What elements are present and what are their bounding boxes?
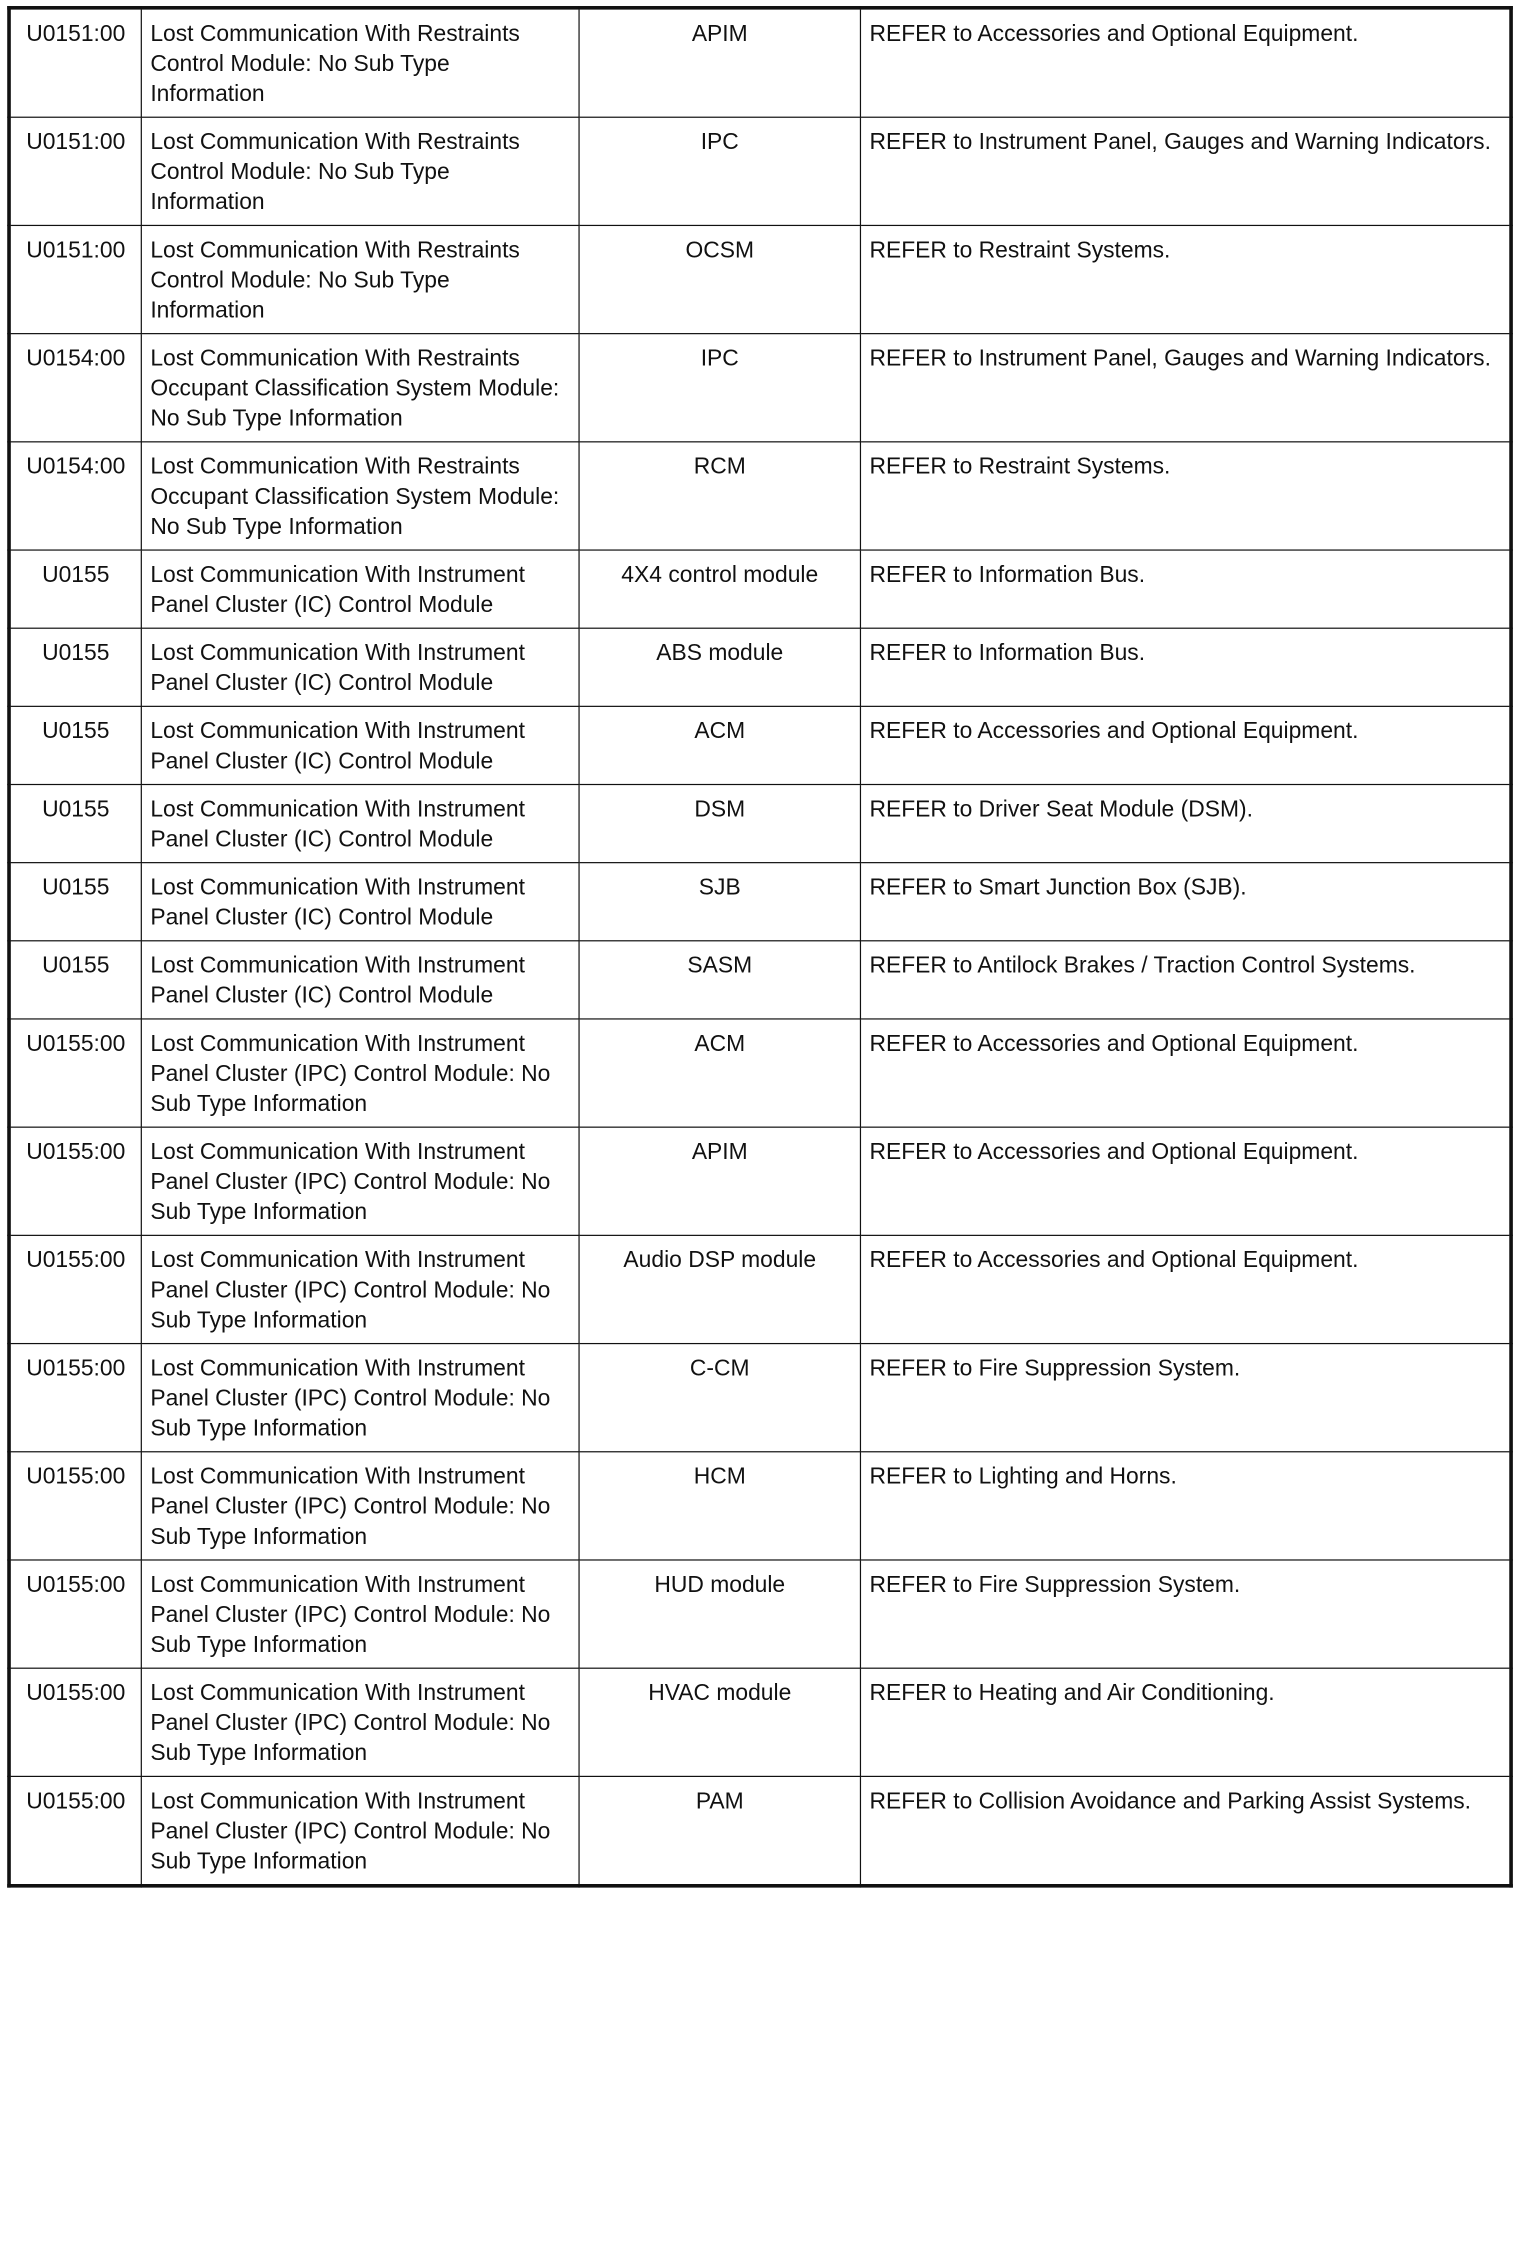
table-row — [9, 863, 1511, 941]
table-row — [9, 225, 1511, 333]
table-row — [9, 1344, 1511, 1452]
table-row — [9, 1560, 1511, 1668]
table-row — [9, 1235, 1511, 1343]
action: REFER to Information Bus. — [860, 550, 1511, 628]
dtc-description: Lost Communication With Instrument Panel Cluster (IC) Control Module — [141, 550, 579, 628]
dtc-description: Lost Communication With Instrument Panel Cluster (IC) Control Module — [141, 706, 579, 784]
dtc-description: Lost Communication With Restraints Control Module: No Sub Type Information — [141, 117, 579, 225]
module-name: 4X4 control module — [579, 550, 860, 628]
module-name: Audio DSP module — [579, 1235, 860, 1343]
action: REFER to Information Bus. — [860, 628, 1511, 706]
table-row — [9, 785, 1511, 863]
module-name: HVAC module — [579, 1668, 860, 1776]
action: REFER to Restraint Systems. — [860, 225, 1511, 333]
table-row — [9, 8, 1511, 117]
action: REFER to Accessories and Optional Equipment. — [860, 1019, 1511, 1127]
dtc-table — [7, 6, 1513, 1888]
dtc-description: Lost Communication With Instrument Panel Cluster (IC) Control Module — [141, 863, 579, 941]
dtc-code: U0151:00 — [9, 225, 141, 333]
dtc-description: Lost Communication With Instrument Panel Cluster (IC) Control Module — [141, 785, 579, 863]
dtc-code: U0154:00 — [9, 442, 141, 550]
module-name: C-CM — [579, 1344, 860, 1452]
table-row — [9, 706, 1511, 784]
dtc-code: U0155:00 — [9, 1668, 141, 1776]
module-name: IPC — [579, 334, 860, 442]
module-name: IPC — [579, 117, 860, 225]
action: REFER to Driver Seat Module (DSM). — [860, 785, 1511, 863]
action: REFER to Instrument Panel, Gauges and Warning Indicators. — [860, 117, 1511, 225]
module-name: RCM — [579, 442, 860, 550]
dtc-code: U0155:00 — [9, 1560, 141, 1668]
dtc-description: Lost Communication With Instrument Panel Cluster (IC) Control Module — [141, 628, 579, 706]
module-name: ABS module — [579, 628, 860, 706]
module-name: PAM — [579, 1776, 860, 1885]
dtc-code: U0155:00 — [9, 1452, 141, 1560]
dtc-description: Lost Communication With Restraints Control Module: No Sub Type Information — [141, 8, 579, 117]
dtc-description: Lost Communication With Instrument Panel Cluster (IPC) Control Module: No Sub Type Information — [141, 1235, 579, 1343]
action: REFER to Lighting and Horns. — [860, 1452, 1511, 1560]
dtc-code: U0155:00 — [9, 1235, 141, 1343]
table-row — [9, 1127, 1511, 1235]
module-name: HCM — [579, 1452, 860, 1560]
dtc-code: U0155 — [9, 941, 141, 1019]
table-row — [9, 117, 1511, 225]
dtc-description: Lost Communication With Instrument Panel Cluster (IPC) Control Module: No Sub Type Information — [141, 1452, 579, 1560]
module-name: OCSM — [579, 225, 860, 333]
table-row — [9, 1668, 1511, 1776]
action: REFER to Smart Junction Box (SJB). — [860, 863, 1511, 941]
action: REFER to Fire Suppression System. — [860, 1560, 1511, 1668]
action: REFER to Accessories and Optional Equipment. — [860, 1235, 1511, 1343]
action: REFER to Accessories and Optional Equipment. — [860, 1127, 1511, 1235]
dtc-description: Lost Communication With Restraints Control Module: No Sub Type Information — [141, 225, 579, 333]
dtc-code: U0155:00 — [9, 1127, 141, 1235]
module-name: APIM — [579, 1127, 860, 1235]
dtc-code: U0155 — [9, 785, 141, 863]
action: REFER to Collision Avoidance and Parking Assist Systems. — [860, 1776, 1511, 1885]
dtc-description: Lost Communication With Instrument Panel Cluster (IPC) Control Module: No Sub Type Information — [141, 1019, 579, 1127]
dtc-description: Lost Communication With Instrument Panel Cluster (IPC) Control Module: No Sub Type Information — [141, 1127, 579, 1235]
module-name: ACM — [579, 706, 860, 784]
dtc-code: U0155 — [9, 863, 141, 941]
dtc-description: Lost Communication With Instrument Panel Cluster (IPC) Control Module: No Sub Type Information — [141, 1560, 579, 1668]
module-name: APIM — [579, 8, 860, 117]
dtc-table-body — [9, 8, 1511, 1886]
dtc-code: U0151:00 — [9, 8, 141, 117]
table-row — [9, 628, 1511, 706]
dtc-description: Lost Communication With Instrument Panel Cluster (IPC) Control Module: No Sub Type Information — [141, 1776, 579, 1885]
dtc-code: U0151:00 — [9, 117, 141, 225]
table-row — [9, 334, 1511, 442]
dtc-code: U0155 — [9, 706, 141, 784]
table-row — [9, 1019, 1511, 1127]
dtc-code: U0155 — [9, 550, 141, 628]
dtc-description: Lost Communication With Instrument Panel Cluster (IC) Control Module — [141, 941, 579, 1019]
action: REFER to Fire Suppression System. — [860, 1344, 1511, 1452]
dtc-code: U0155:00 — [9, 1776, 141, 1885]
action: REFER to Antilock Brakes / Traction Control Systems. — [860, 941, 1511, 1019]
module-name: SJB — [579, 863, 860, 941]
dtc-code: U0155:00 — [9, 1344, 141, 1452]
action: REFER to Accessories and Optional Equipment. — [860, 8, 1511, 117]
table-row — [9, 1452, 1511, 1560]
table-row — [9, 941, 1511, 1019]
dtc-description: Lost Communication With Restraints Occupant Classification System Module: No Sub Type Information — [141, 334, 579, 442]
module-name: ACM — [579, 1019, 860, 1127]
module-name: HUD module — [579, 1560, 860, 1668]
dtc-code: U0154:00 — [9, 334, 141, 442]
module-name: SASM — [579, 941, 860, 1019]
table-row — [9, 550, 1511, 628]
dtc-code: U0155:00 — [9, 1019, 141, 1127]
table-row — [9, 442, 1511, 550]
dtc-code: U0155 — [9, 628, 141, 706]
action: REFER to Heating and Air Conditioning. — [860, 1668, 1511, 1776]
dtc-description: Lost Communication With Instrument Panel Cluster (IPC) Control Module: No Sub Type Information — [141, 1668, 579, 1776]
action: REFER to Instrument Panel, Gauges and Warning Indicators. — [860, 334, 1511, 442]
dtc-description: Lost Communication With Restraints Occupant Classification System Module: No Sub Type Information — [141, 442, 579, 550]
action: REFER to Accessories and Optional Equipment. — [860, 706, 1511, 784]
action: REFER to Restraint Systems. — [860, 442, 1511, 550]
module-name: DSM — [579, 785, 860, 863]
table-row — [9, 1776, 1511, 1885]
dtc-description: Lost Communication With Instrument Panel Cluster (IPC) Control Module: No Sub Type Information — [141, 1344, 579, 1452]
